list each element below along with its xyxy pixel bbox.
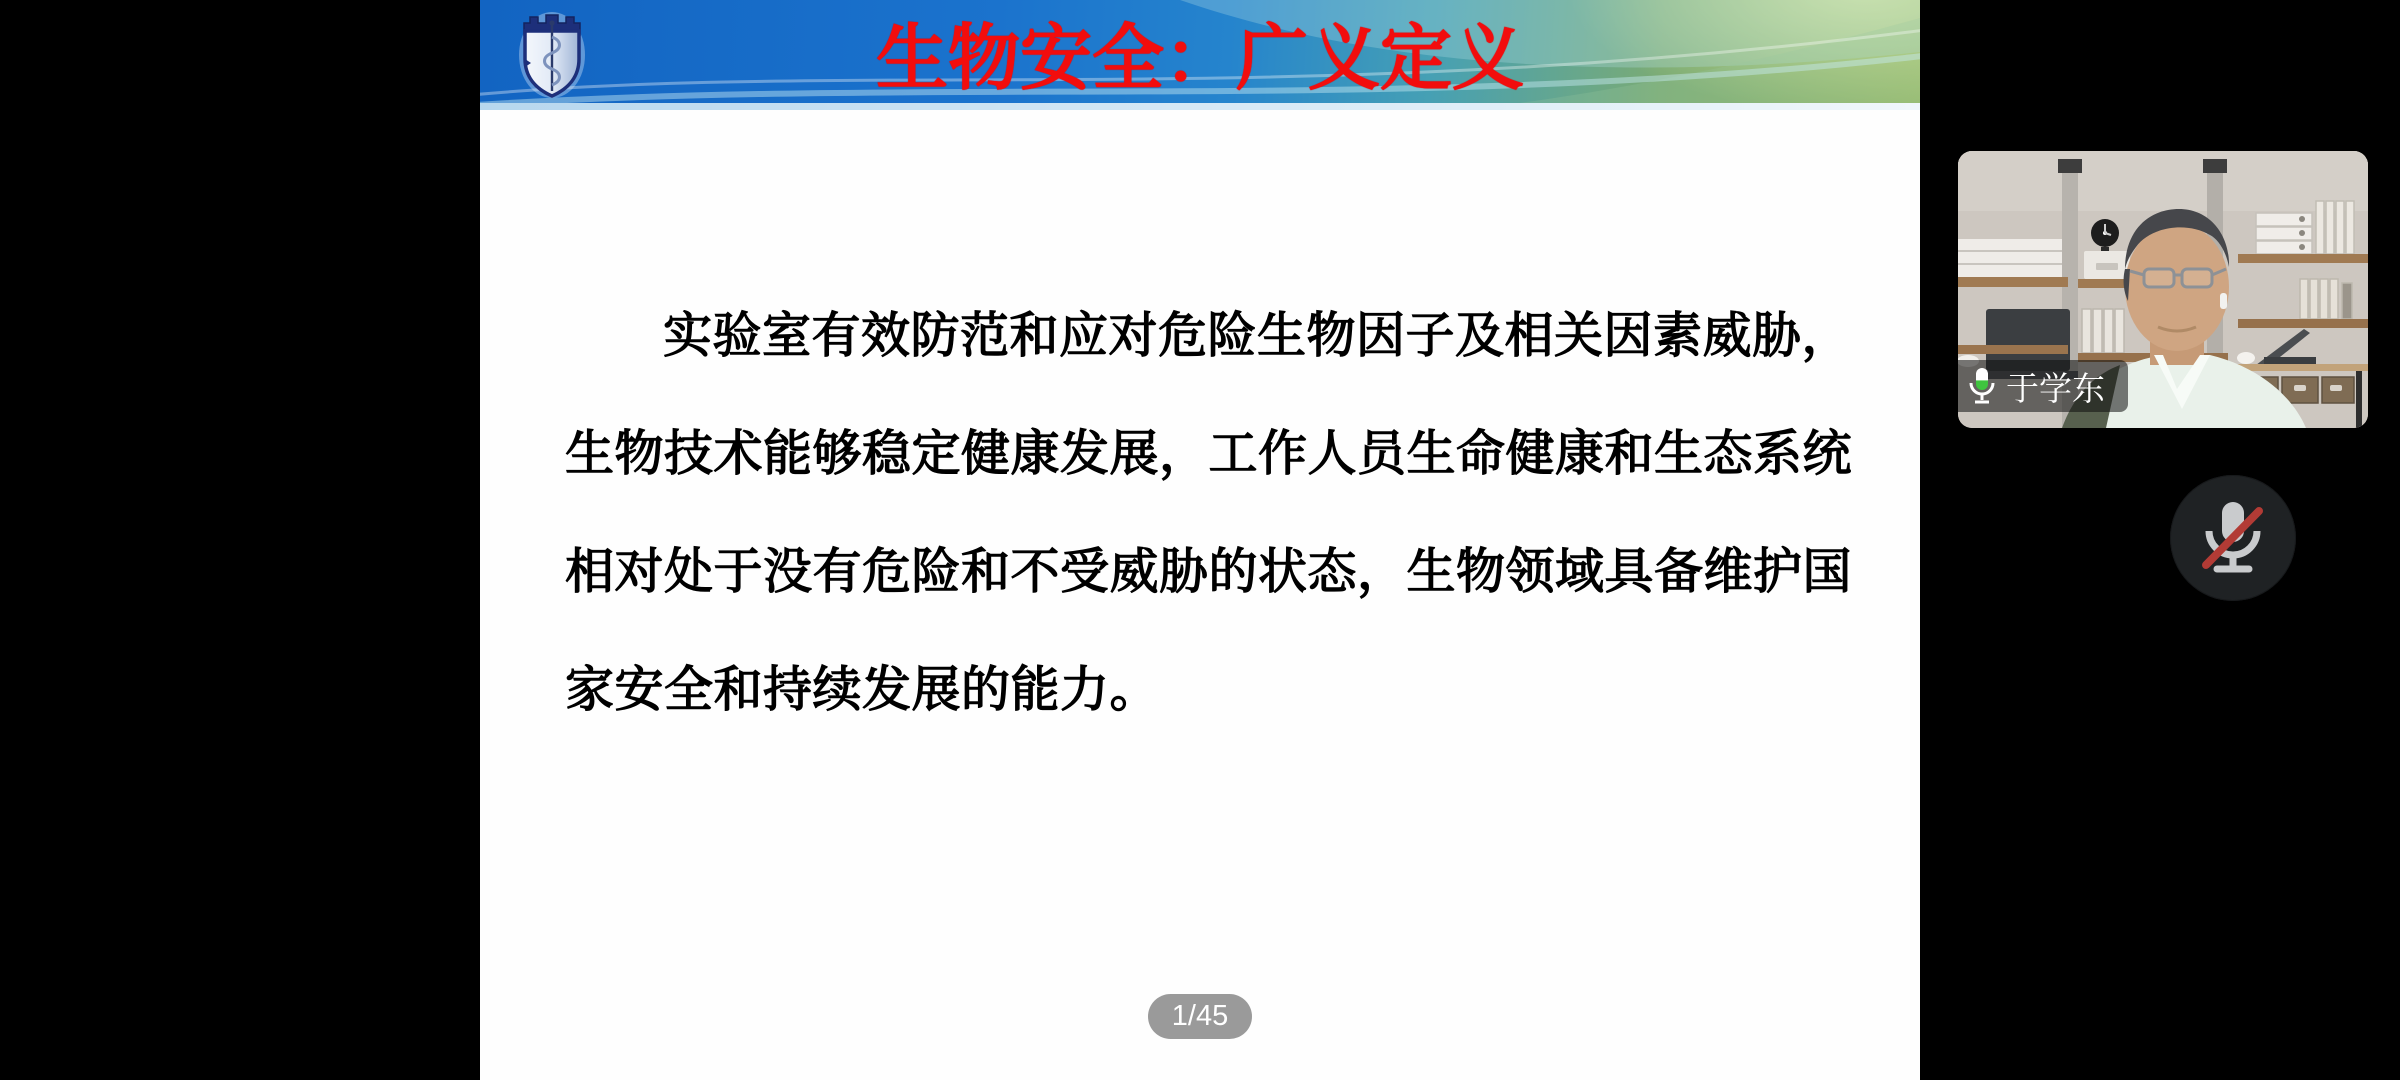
microphone-active-icon bbox=[1968, 367, 1996, 405]
slide-body-text bbox=[565, 277, 1865, 749]
slide-header-banner bbox=[480, 0, 1920, 110]
participant-name: 于学东 bbox=[2006, 369, 2105, 407]
microphone-muted-icon bbox=[2170, 475, 2296, 601]
body-line-1: 实验室有效防范和应对危险生物因子及相关因素威胁， bbox=[663, 309, 1852, 363]
body-line-3: 相对处于没有危险和不受威胁的状态，生物领域具备维护国 bbox=[565, 545, 1853, 599]
presentation-slide bbox=[480, 0, 1920, 1080]
body-line-4: 家安全和持续发展的能力。 bbox=[565, 663, 1160, 717]
page-indicator-text: 1/45 bbox=[1171, 1000, 1229, 1032]
mute-microphone-button[interactable] bbox=[2170, 475, 2296, 601]
body-line-2: 生物技术能够稳定健康发展，工作人员生命健康和生态系统 bbox=[565, 427, 1853, 481]
participant-name-tag bbox=[1958, 360, 2128, 412]
slide-title: 生物安全：广义定义 bbox=[875, 18, 1524, 99]
page-indicator-badge bbox=[1148, 994, 1252, 1039]
participant-video-thumbnail[interactable] bbox=[1958, 151, 2368, 428]
